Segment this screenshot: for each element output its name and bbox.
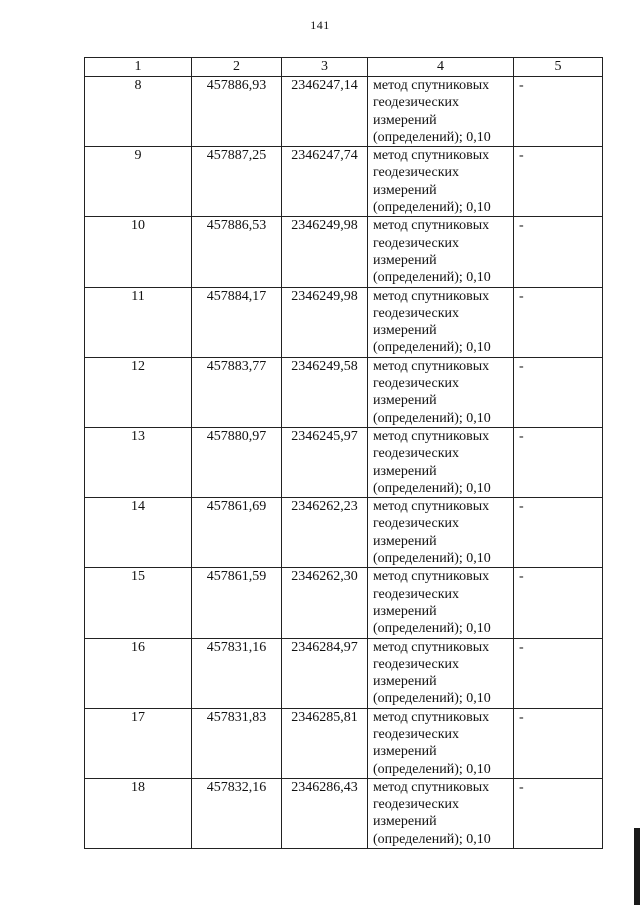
method-cell (368, 77, 514, 147)
x-coordinate-cell: 457886,53 (192, 217, 282, 287)
method-line: геодезических (373, 586, 460, 602)
note-cell: - (514, 357, 603, 427)
table-header (85, 58, 603, 77)
method-line: (определений); 0,10 (373, 761, 491, 777)
y-coordinate-cell: 2346262,23 (282, 498, 368, 568)
point-number-cell: 12 (85, 357, 192, 427)
method-line: (определений); 0,10 (373, 551, 491, 567)
x-coordinate-cell: 457861,69 (192, 498, 282, 568)
y-coordinate-cell: 2346284,97 (282, 638, 368, 708)
note-cell: - (514, 147, 603, 217)
table-row (85, 357, 603, 427)
table-row (85, 778, 603, 848)
method-line: метод спутниковых (373, 639, 490, 655)
header-col-5: 5 (514, 58, 603, 77)
method-line: геодезических (373, 446, 460, 462)
method-line: (определений); 0,10 (373, 621, 491, 637)
table-row (85, 217, 603, 287)
table-body (85, 77, 603, 849)
method-cell (368, 427, 514, 497)
point-number-cell: 17 (85, 708, 192, 778)
method-cell (368, 147, 514, 217)
note-cell: - (514, 287, 603, 357)
note-cell: - (514, 568, 603, 638)
table-row (85, 147, 603, 217)
method-cell (368, 498, 514, 568)
method-line: геодезических (373, 376, 460, 392)
point-number-cell: 9 (85, 147, 192, 217)
method-line: измерений (373, 814, 437, 830)
method-line: метод спутниковых (373, 569, 490, 585)
note-cell: - (514, 77, 603, 147)
method-line: (определений); 0,10 (373, 831, 491, 847)
method-cell (368, 708, 514, 778)
method-line: (определений); 0,10 (373, 691, 491, 707)
x-coordinate-cell: 457832,16 (192, 778, 282, 848)
y-coordinate-cell: 2346249,98 (282, 287, 368, 357)
method-cell (368, 217, 514, 287)
method-line: измерений (373, 533, 437, 549)
scan-edge-mark (634, 828, 640, 905)
method-line: (определений); 0,10 (373, 340, 491, 356)
method-line: измерений (373, 744, 437, 760)
method-line: геодезических (373, 656, 460, 672)
point-number-cell: 15 (85, 568, 192, 638)
y-coordinate-cell: 2346247,74 (282, 147, 368, 217)
coordinates-table (84, 57, 603, 849)
note-cell: - (514, 778, 603, 848)
method-line: метод спутниковых (373, 218, 490, 234)
x-coordinate-cell: 457887,25 (192, 147, 282, 217)
point-number-cell: 8 (85, 77, 192, 147)
method-cell (368, 287, 514, 357)
table-row (85, 708, 603, 778)
method-line: метод спутниковых (373, 288, 490, 304)
method-line: метод спутниковых (373, 358, 490, 374)
note-cell: - (514, 638, 603, 708)
method-line: (определений); 0,10 (373, 129, 491, 145)
method-line: геодезических (373, 516, 460, 532)
x-coordinate-cell: 457884,17 (192, 287, 282, 357)
method-line: (определений); 0,10 (373, 480, 491, 496)
x-coordinate-cell: 457831,16 (192, 638, 282, 708)
x-coordinate-cell: 457861,59 (192, 568, 282, 638)
method-line: геодезических (373, 726, 460, 742)
point-number-cell: 18 (85, 778, 192, 848)
method-line: измерений (373, 393, 437, 409)
point-number-cell: 13 (85, 427, 192, 497)
method-line: измерений (373, 252, 437, 268)
note-cell: - (514, 217, 603, 287)
method-line: измерений (373, 674, 437, 690)
y-coordinate-cell: 2346285,81 (282, 708, 368, 778)
table-row (85, 77, 603, 147)
note-cell: - (514, 427, 603, 497)
method-line: (определений); 0,10 (373, 410, 491, 426)
page-number: 141 (310, 18, 330, 32)
header-col-1: 1 (85, 58, 192, 77)
note-cell: - (514, 498, 603, 568)
y-coordinate-cell: 2346247,14 (282, 77, 368, 147)
method-line: геодезических (373, 305, 460, 321)
method-cell (368, 638, 514, 708)
method-line: измерений (373, 112, 437, 128)
y-coordinate-cell: 2346249,98 (282, 217, 368, 287)
method-line: метод спутниковых (373, 709, 490, 725)
method-line: геодезических (373, 95, 460, 111)
table-row (85, 568, 603, 638)
method-line: метод спутниковых (373, 78, 490, 93)
method-line: метод спутниковых (373, 148, 490, 164)
header-col-3: 3 (282, 58, 368, 77)
y-coordinate-cell: 2346245,97 (282, 427, 368, 497)
table-row (85, 638, 603, 708)
note-cell: - (514, 708, 603, 778)
x-coordinate-cell: 457886,93 (192, 77, 282, 147)
y-coordinate-cell: 2346286,43 (282, 778, 368, 848)
y-coordinate-cell: 2346249,58 (282, 357, 368, 427)
point-number-cell: 14 (85, 498, 192, 568)
header-col-2: 2 (192, 58, 282, 77)
x-coordinate-cell: 457883,77 (192, 357, 282, 427)
point-number-cell: 11 (85, 287, 192, 357)
x-coordinate-cell: 457831,83 (192, 708, 282, 778)
method-line: (определений); 0,10 (373, 200, 491, 216)
table-row (85, 498, 603, 568)
method-line: геодезических (373, 797, 460, 813)
y-coordinate-cell: 2346262,30 (282, 568, 368, 638)
method-line: измерений (373, 323, 437, 339)
method-cell (368, 357, 514, 427)
method-line: метод спутниковых (373, 779, 490, 795)
header-col-4: 4 (368, 58, 514, 77)
method-line: измерений (373, 603, 437, 619)
method-line: геодезических (373, 235, 460, 251)
method-line: измерений (373, 463, 437, 479)
header-row (85, 58, 603, 77)
method-cell (368, 568, 514, 638)
x-coordinate-cell: 457880,97 (192, 427, 282, 497)
method-line: метод спутниковых (373, 499, 490, 515)
table-row (85, 427, 603, 497)
method-cell (368, 778, 514, 848)
method-line: метод спутниковых (373, 428, 490, 444)
method-line: геодезических (373, 165, 460, 181)
table-row (85, 287, 603, 357)
method-line: (определений); 0,10 (373, 270, 491, 286)
point-number-cell: 10 (85, 217, 192, 287)
method-line: измерений (373, 182, 437, 198)
point-number-cell: 16 (85, 638, 192, 708)
